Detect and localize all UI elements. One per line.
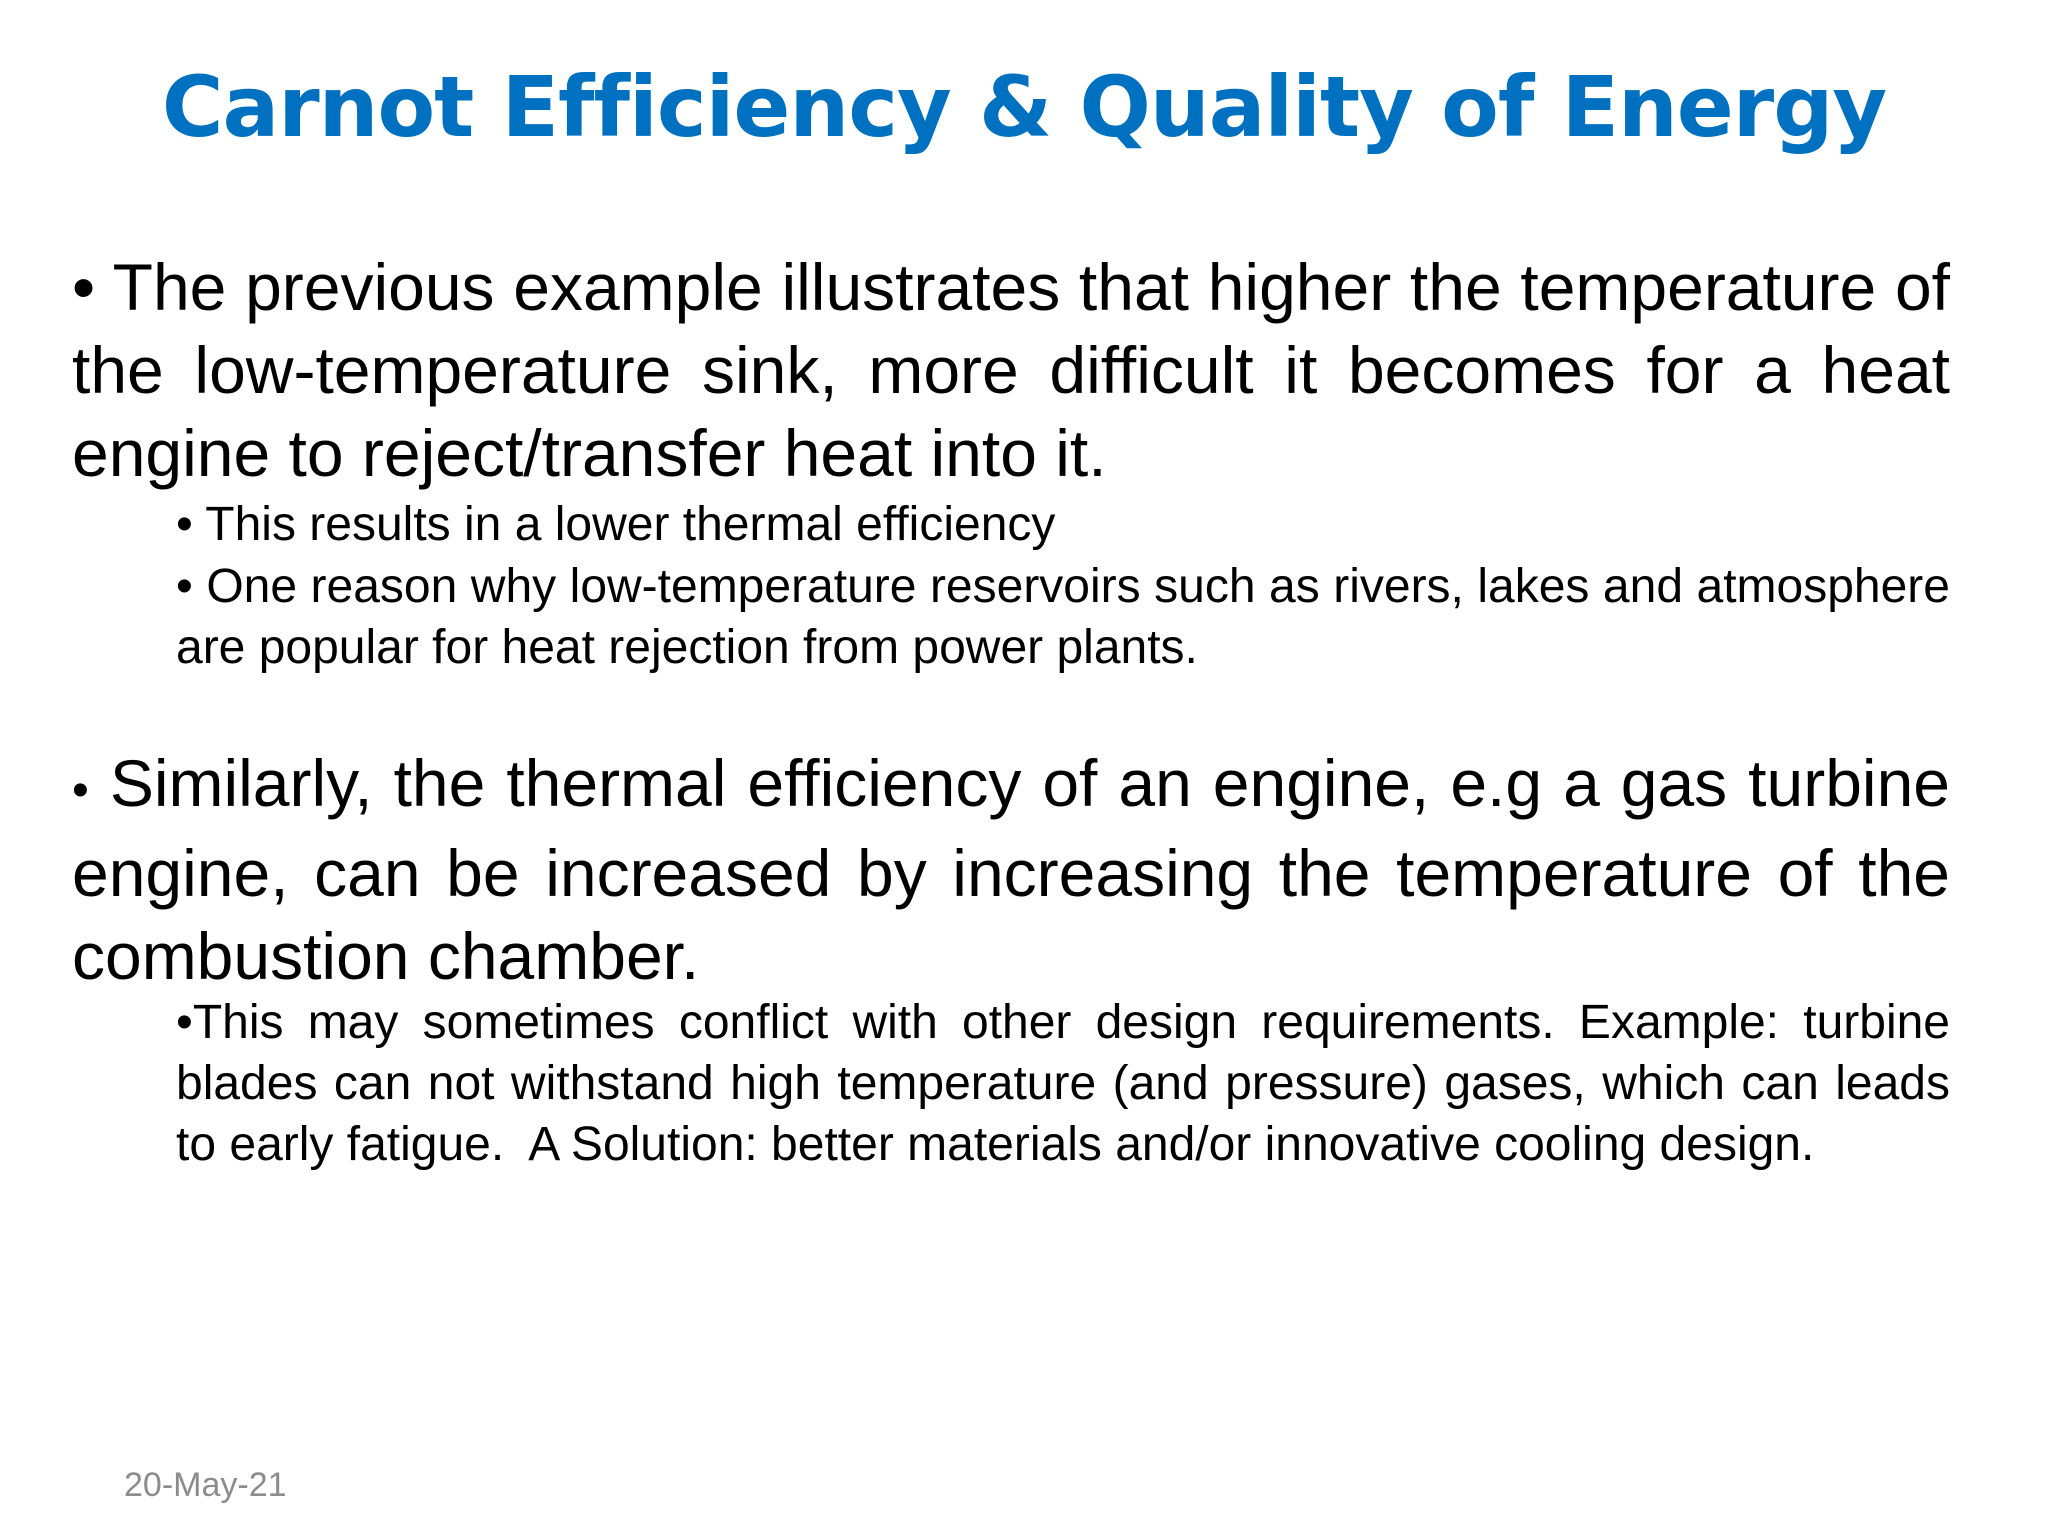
slide-title: Carnot Efficiency & Quality of Energy xyxy=(161,58,1887,156)
bullet-item xyxy=(72,246,1950,495)
sub-bullet-text: One reason why low-temperature reservoirs such as rivers, lakes and atmosphere are popular for heat rejection from power plants. xyxy=(176,560,1950,674)
bullet-text: Similarly, the thermal efficiency of an engine, e.g a gas turbine engine, can be increased by increasing the temperature of the combustion chamber. xyxy=(72,746,1950,993)
bullet-icon: • xyxy=(176,560,193,613)
bullet-icon: • xyxy=(176,996,193,1049)
bullet-icon: • xyxy=(72,764,89,817)
sub-bullet-item xyxy=(176,992,1964,1175)
bullet-icon: • xyxy=(72,250,96,324)
sub-bullet-text: This results in a lower thermal efficiency xyxy=(205,498,1056,551)
sub-bullet-item xyxy=(176,556,1950,678)
sub-bullet-text: This may sometimes conflict with other design requirements. Example: turbine blades can not withstand high temperature (and pressure) gases, which can leads to early fatigue. A Solution: better materials and/or innovative cooling design. xyxy=(176,996,1964,1171)
bullet-text: The previous example illustrates that higher the temperature of the low-temperature sink, more difficult it becomes for a heat engine to reject/transfer heat into it. xyxy=(72,250,1950,490)
bullet-icon: • xyxy=(176,498,193,551)
bullet-item xyxy=(72,742,1950,998)
footer-date: 20-May-21 xyxy=(124,1466,287,1504)
sub-bullet-item xyxy=(176,494,1950,555)
